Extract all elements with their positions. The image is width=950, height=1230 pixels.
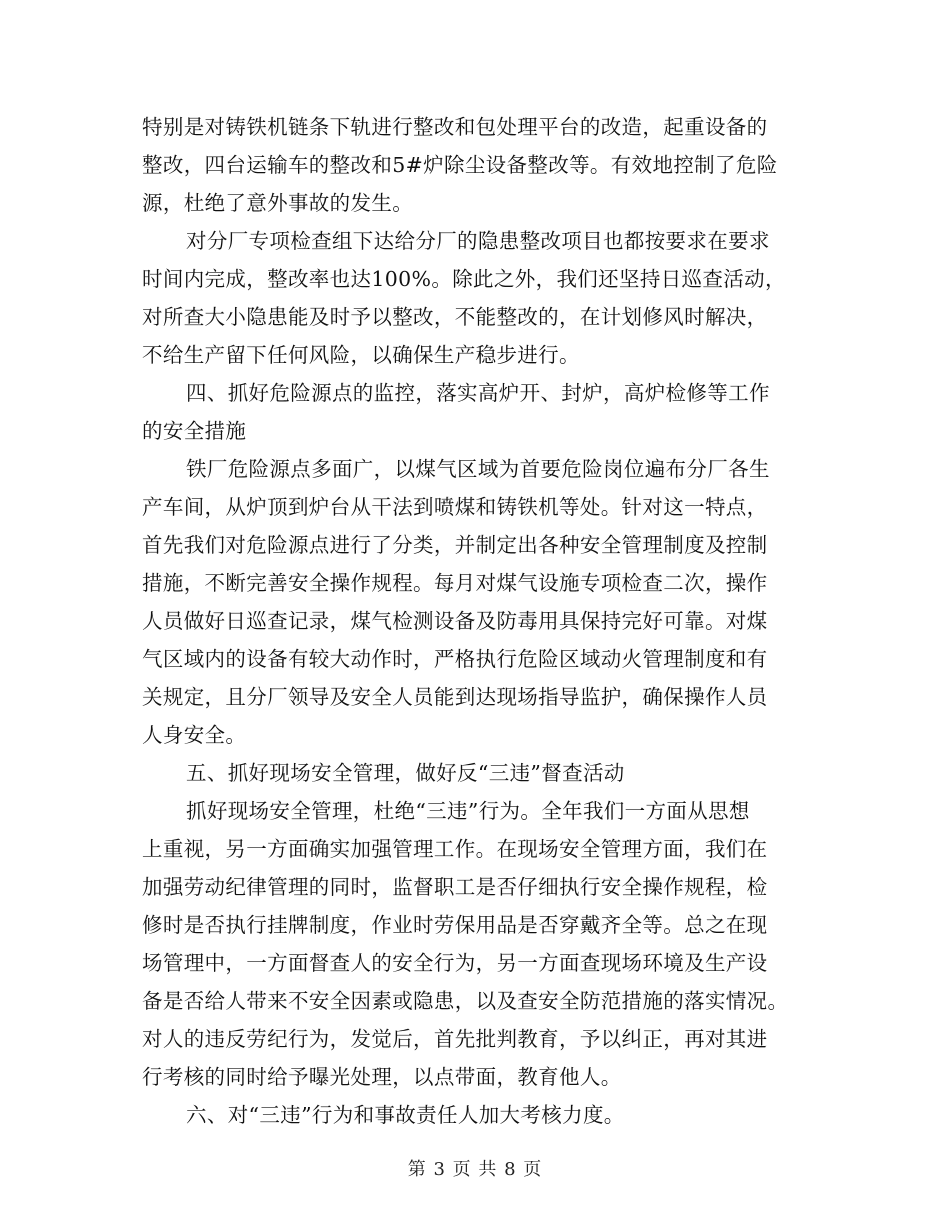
- text-line: 人员做好日巡查记录，煤气检测设备及防毒用具保持完好可靠。对煤: [142, 609, 768, 633]
- text-line: 人身安全。: [142, 723, 247, 747]
- text-line: 源，杜绝了意外事故的发生。: [142, 191, 414, 215]
- text-line: 上重视，另一方面确实加强管理工作。在现场安全管理方面，我们在: [142, 837, 768, 861]
- text-line: 措施，不断完善安全操作规程。每月对煤气设施专项检查二次，操作: [142, 571, 768, 595]
- section-heading-6: 六、对“三违”行为和事故责任人加大考核力度。: [186, 1103, 625, 1127]
- text-line: 备是否给人带来不安全因素或隐患，以及查安全防范措施的落实情况。: [142, 989, 789, 1013]
- paragraph-first-line: 抓好现场安全管理，杜绝“三违”行为。全年我们一方面从思想: [186, 799, 750, 823]
- page-number: 第 3 页 共 8 页: [407, 1159, 543, 1180]
- text-line: 不给生产留下任何风险，以确保生产稳步进行。: [142, 343, 580, 367]
- paragraph-first-line: 铁厂危险源点多面广，以煤气区域为首要危险岗位遍布分厂各生: [186, 457, 770, 481]
- text-line: 场管理中，一方面督查人的安全行为，另一方面查现场环境及生产设: [142, 951, 768, 975]
- text-line: 气区域内的设备有较大动作时，严格执行危险区域动火管理制度和有: [142, 647, 768, 671]
- text-line: 首先我们对危险源点进行了分类，并制定出各种安全管理制度及控制: [142, 533, 768, 557]
- text-line: 时间内完成，整改率也达100%。除此之外，我们还坚持日巡查活动，: [142, 267, 786, 291]
- text-line: 行考核的同时给予曝光处理，以点带面，教育他人。: [142, 1065, 622, 1089]
- text-line: 产车间，从炉顶到炉台从干法到喷煤和铸铁机等处。针对这一特点，: [142, 495, 768, 519]
- text-line: 对所查大小隐患能及时予以整改，不能整改的，在计划修风时解决，: [142, 305, 768, 329]
- section-heading-4-continued: 的安全措施: [142, 419, 247, 443]
- paragraph-first-line: 对分厂专项检查组下达给分厂的隐患整改项目也都按要求在要求: [186, 229, 770, 253]
- text-line: 加强劳动纪律管理的同时，监督职工是否仔细执行安全操作规程，检: [142, 875, 768, 899]
- text-line: 对人的违反劳纪行为，发觉后，首先批判教育，予以纠正，再对其进: [142, 1027, 768, 1051]
- text-line: 修时是否执行挂牌制度，作业时劳保用品是否穿戴齐全等。总之在现: [142, 913, 768, 937]
- text-line: 特别是对铸铁机链条下轨进行整改和包处理平台的改造，起重设备的: [142, 115, 768, 139]
- text-line: 整改，四台运输车的整改和5#炉除尘设备整改等。有效地控制了危险: [142, 153, 778, 177]
- section-heading-5: 五、抓好现场安全管理，做好反“三违”督查活动: [186, 761, 625, 785]
- text-line: 关规定，且分厂领导及安全人员能到达现场指导监护，确保操作人员: [142, 685, 768, 709]
- section-heading-4: 四、抓好危险源点的监控，落实高炉开、封炉，高炉检修等工作: [186, 381, 770, 405]
- document-body: [142, 108, 807, 1134]
